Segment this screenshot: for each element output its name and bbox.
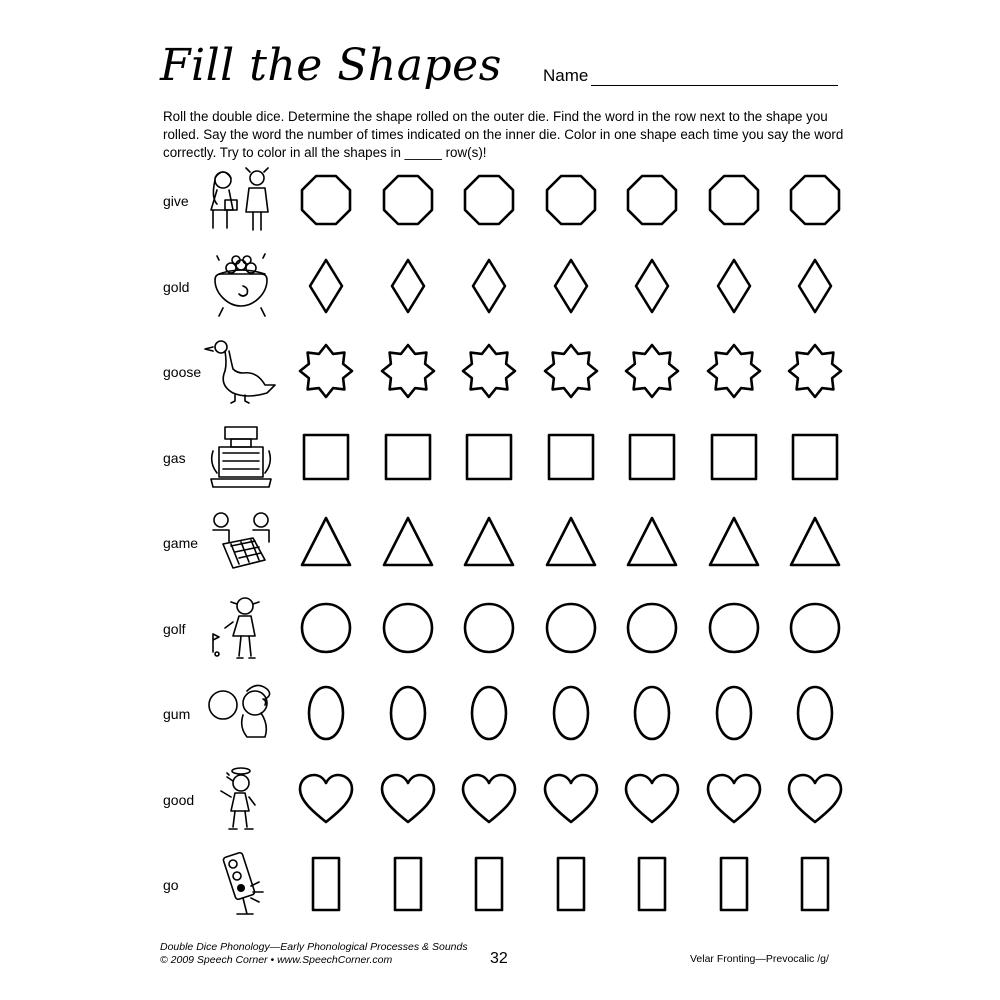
square-shape-icon[interactable] bbox=[297, 428, 355, 491]
row-word: game bbox=[163, 535, 199, 551]
oval-shape-icon[interactable] bbox=[379, 684, 437, 747]
diamond-shape-icon[interactable] bbox=[542, 257, 600, 320]
row-word: go bbox=[163, 877, 179, 893]
diamond-shape-icon[interactable] bbox=[297, 257, 355, 320]
star8-shape-icon[interactable] bbox=[705, 342, 763, 405]
page-number: 32 bbox=[490, 950, 508, 967]
heart-shape-icon[interactable] bbox=[786, 770, 844, 833]
square-shape-icon[interactable] bbox=[623, 428, 681, 491]
row-goose bbox=[0, 331, 1000, 411]
kids-gift-icon bbox=[203, 166, 281, 236]
goose-icon bbox=[203, 337, 281, 407]
circle-shape-icon[interactable] bbox=[460, 599, 518, 662]
star8-shape-icon[interactable] bbox=[542, 342, 600, 405]
octagon-shape-icon[interactable] bbox=[297, 171, 355, 234]
rectangle-shape-icon[interactable] bbox=[379, 855, 437, 918]
page-title: Fill the Shapes bbox=[160, 40, 502, 91]
square-shape-icon[interactable] bbox=[460, 428, 518, 491]
oval-shape-icon[interactable] bbox=[786, 684, 844, 747]
circle-shape-icon[interactable] bbox=[623, 599, 681, 662]
row-game bbox=[0, 502, 1000, 582]
triangle-shape-icon[interactable] bbox=[542, 513, 600, 576]
oval-shape-icon[interactable] bbox=[297, 684, 355, 747]
triangle-shape-icon[interactable] bbox=[460, 513, 518, 576]
octagon-shape-icon[interactable] bbox=[623, 171, 681, 234]
row-golf bbox=[0, 588, 1000, 668]
name-field[interactable] bbox=[543, 66, 838, 86]
circle-shape-icon[interactable] bbox=[786, 599, 844, 662]
bubble-gum-icon bbox=[203, 679, 281, 749]
oval-shape-icon[interactable] bbox=[460, 684, 518, 747]
star8-shape-icon[interactable] bbox=[460, 342, 518, 405]
star8-shape-icon[interactable] bbox=[786, 342, 844, 405]
angel-boy-icon bbox=[203, 765, 281, 835]
footer-series: Double Dice Phonology—Early Phonological Processes & Sounds bbox=[160, 941, 468, 953]
square-shape-icon[interactable] bbox=[705, 428, 763, 491]
rectangle-shape-icon[interactable] bbox=[786, 855, 844, 918]
row-go bbox=[0, 844, 1000, 924]
triangle-shape-icon[interactable] bbox=[297, 513, 355, 576]
rectangle-shape-icon[interactable] bbox=[460, 855, 518, 918]
oval-shape-icon[interactable] bbox=[705, 684, 763, 747]
footer-left bbox=[160, 941, 468, 967]
row-word: gas bbox=[163, 449, 186, 466]
circle-shape-icon[interactable] bbox=[379, 599, 437, 662]
row-gum bbox=[0, 673, 1000, 753]
octagon-shape-icon[interactable] bbox=[379, 171, 437, 234]
octagon-shape-icon[interactable] bbox=[542, 171, 600, 234]
row-word: golf bbox=[163, 620, 186, 637]
diamond-shape-icon[interactable] bbox=[379, 257, 437, 320]
octagon-shape-icon[interactable] bbox=[705, 171, 763, 234]
row-word: gum bbox=[163, 706, 191, 722]
footer-topic: Velar Fronting—Prevocalic /g/ bbox=[690, 953, 829, 965]
row-word: give bbox=[163, 193, 189, 209]
star8-shape-icon[interactable] bbox=[623, 342, 681, 405]
row-word: gold bbox=[163, 278, 190, 295]
square-shape-icon[interactable] bbox=[542, 428, 600, 491]
name-label: Name bbox=[543, 66, 589, 85]
heart-shape-icon[interactable] bbox=[623, 770, 681, 833]
traffic-light-icon bbox=[203, 850, 281, 920]
row-gold bbox=[0, 246, 1000, 326]
triangle-shape-icon[interactable] bbox=[379, 513, 437, 576]
instructions: Roll the double dice. Determine the shape rolled on the outer die. Find the word in the row next to the shape you rolled. Say the word the number of times indicated on the inner die. Color in one shape each time you say the word correctly. Try to color in all the shapes in _____ row(s)! bbox=[163, 109, 844, 160]
octagon-shape-icon[interactable] bbox=[460, 171, 518, 234]
heart-shape-icon[interactable] bbox=[705, 770, 763, 833]
rectangle-shape-icon[interactable] bbox=[705, 855, 763, 918]
star8-shape-icon[interactable] bbox=[379, 342, 437, 405]
triangle-shape-icon[interactable] bbox=[786, 513, 844, 576]
heart-shape-icon[interactable] bbox=[542, 770, 600, 833]
diamond-shape-icon[interactable] bbox=[623, 257, 681, 320]
golfer-icon bbox=[203, 594, 281, 664]
circle-shape-icon[interactable] bbox=[542, 599, 600, 662]
row-good bbox=[0, 759, 1000, 839]
triangle-shape-icon[interactable] bbox=[623, 513, 681, 576]
footer-copyright: © 2009 Speech Corner • www.SpeechCorner.com bbox=[160, 954, 393, 966]
board-game-icon bbox=[203, 508, 281, 578]
diamond-shape-icon[interactable] bbox=[705, 257, 763, 320]
heart-shape-icon[interactable] bbox=[379, 770, 437, 833]
circle-shape-icon[interactable] bbox=[297, 599, 355, 662]
octagon-shape-icon[interactable] bbox=[786, 171, 844, 234]
row-give bbox=[0, 160, 1000, 240]
star8-shape-icon[interactable] bbox=[297, 342, 355, 405]
rectangle-shape-icon[interactable] bbox=[542, 855, 600, 918]
oval-shape-icon[interactable] bbox=[542, 684, 600, 747]
heart-shape-icon[interactable] bbox=[460, 770, 518, 833]
name-line[interactable] bbox=[591, 85, 838, 86]
gas-pump-icon bbox=[203, 423, 281, 493]
rectangle-shape-icon[interactable] bbox=[623, 855, 681, 918]
row-word: goose bbox=[163, 364, 202, 380]
pot-of-gold-icon bbox=[203, 252, 281, 322]
triangle-shape-icon[interactable] bbox=[705, 513, 763, 576]
square-shape-icon[interactable] bbox=[786, 428, 844, 491]
rectangle-shape-icon[interactable] bbox=[297, 855, 355, 918]
square-shape-icon[interactable] bbox=[379, 428, 437, 491]
row-word: good bbox=[163, 791, 195, 808]
diamond-shape-icon[interactable] bbox=[460, 257, 518, 320]
heart-shape-icon[interactable] bbox=[297, 770, 355, 833]
oval-shape-icon[interactable] bbox=[623, 684, 681, 747]
diamond-shape-icon[interactable] bbox=[786, 257, 844, 320]
circle-shape-icon[interactable] bbox=[705, 599, 763, 662]
row-gas bbox=[0, 417, 1000, 497]
